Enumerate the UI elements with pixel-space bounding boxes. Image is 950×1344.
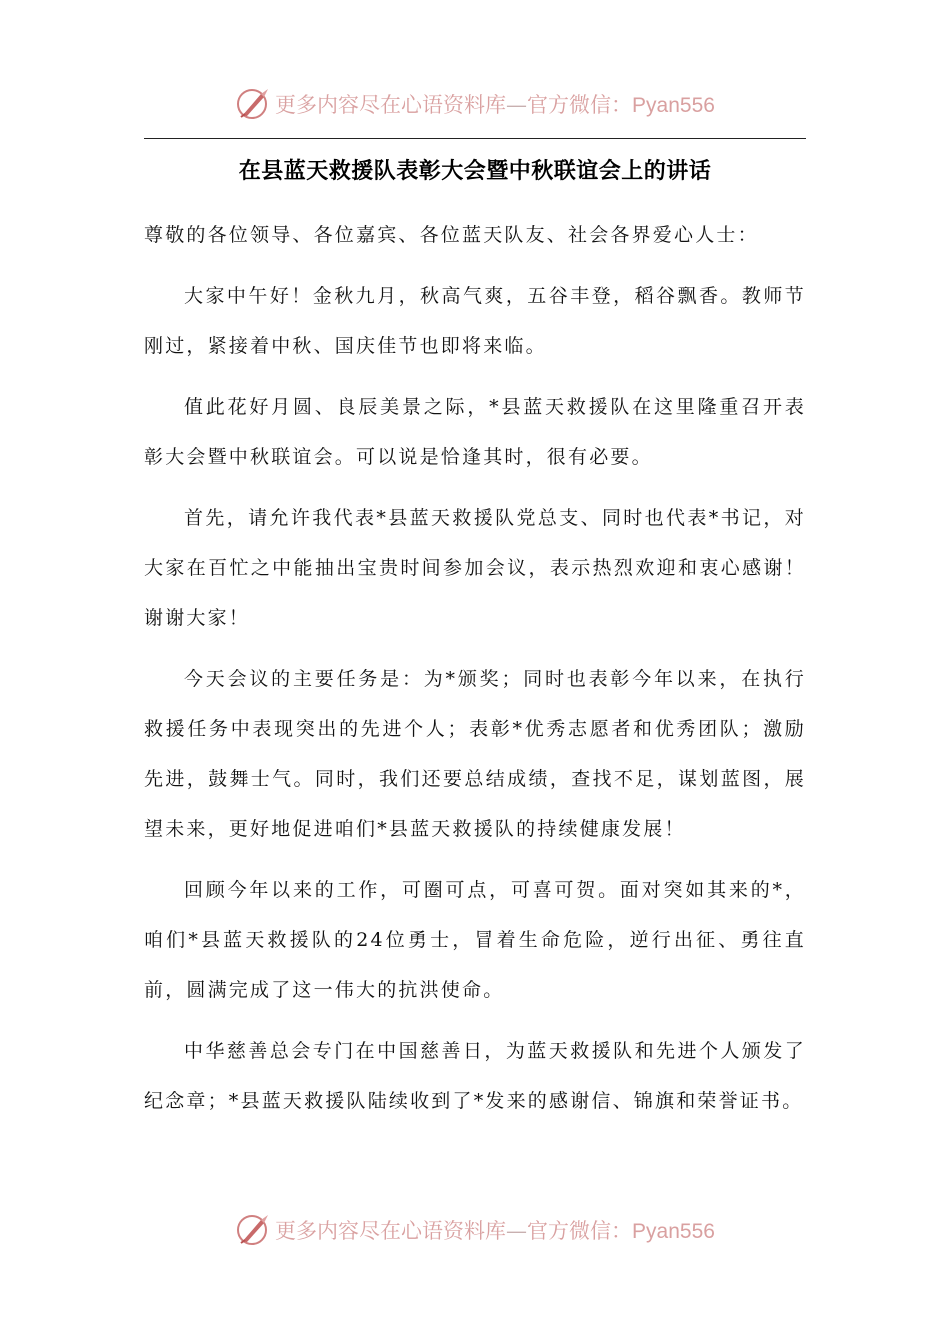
header-banner-slogan: 更多内容尽在心语资料库	[275, 93, 507, 117]
header-banner-separator: —	[506, 93, 528, 117]
paragraph-5: 回顾今年以来的工作，可圈可点，可喜可贺。面对突如其来的*，咱们*县蓝天救援队的24位勇士，冒着生命危险，逆行出征、勇往直前，圆满完成了这一伟大的抗洪使命。	[144, 879, 806, 1001]
quill-pen-logo-icon	[235, 86, 271, 122]
header-banner	[0, 82, 950, 126]
footer-banner-slogan: 更多内容尽在心语资料库	[275, 1219, 507, 1243]
paragraph-4: 今天会议的主要任务是：为*颁奖；同时也表彰今年以来，在执行救援任务中表现突出的先进个人；表彰*优秀志愿者和优秀团队；激励先进，鼓舞士气。同时，我们还要总结成绩，查找不足，谋划蓝图，展望未来，更好地促进咱们*县蓝天救援队的持续健康发展！	[144, 668, 806, 840]
quill-pen-logo-icon	[235, 1212, 271, 1248]
header-banner-contact: 官方微信：	[527, 93, 633, 117]
document-body	[144, 210, 806, 1137]
footer-banner-contact: 官方微信：	[527, 1219, 633, 1243]
paragraph-2: 值此花好月圆、良辰美景之际，*县蓝天救援队在这里隆重召开表彰大会暨中秋联谊会。可以说是恰逢其时，很有必要。	[144, 396, 806, 468]
paragraph-6: 中华慈善总会专门在中国慈善日，为蓝天救援队和先进个人颁发了纪念章；*县蓝天救援队陆续收到了*发来的感谢信、锦旗和荣誉证书。	[144, 1040, 806, 1112]
header-banner-text	[275, 89, 715, 119]
footer-banner-wechat-id: Pyan556	[632, 1220, 715, 1243]
paragraph-1: 大家中午好！金秋九月，秋高气爽，五谷丰登，稻谷飘香。教师节刚过，紧接着中秋、国庆佳节也即将来临。	[144, 285, 806, 357]
paragraph-3: 首先，请允许我代表*县蓝天救援队党总支、同时也代表*书记，对大家在百忙之中能抽出宝贵时间参加会议，表示热烈欢迎和衷心感谢！谢谢大家！	[144, 507, 806, 629]
header-divider	[144, 138, 806, 139]
header-banner-wechat-id: Pyan556	[632, 94, 715, 117]
footer-banner-separator: —	[506, 1219, 528, 1243]
footer-banner	[0, 1208, 950, 1252]
footer-banner-text	[275, 1215, 715, 1245]
document-title: 在县蓝天救援队表彰大会暨中秋联谊会上的讲话	[238, 159, 712, 184]
salutation: 尊敬的各位领导、各位嘉宾、各位蓝天队友、社会各界爱心人士：	[144, 224, 759, 246]
